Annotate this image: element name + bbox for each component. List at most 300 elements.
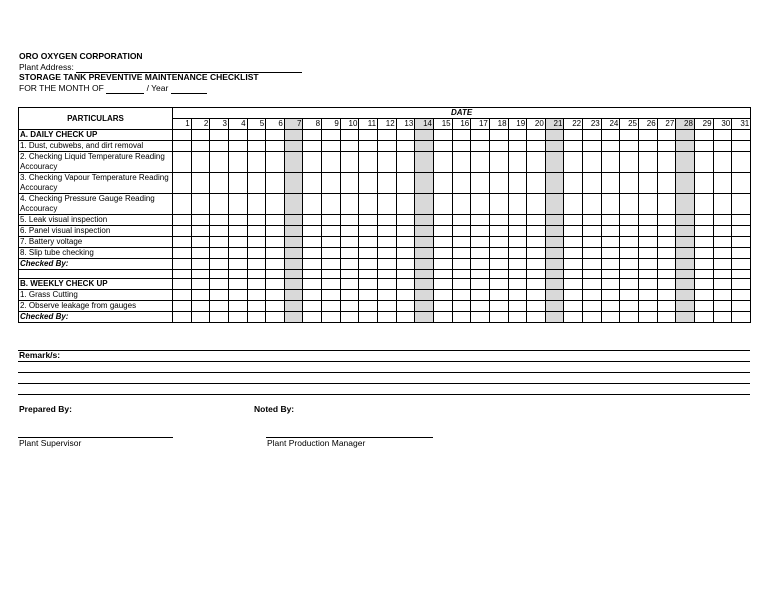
check-cell[interactable] xyxy=(564,141,583,152)
check-cell[interactable] xyxy=(266,226,285,237)
check-cell[interactable] xyxy=(266,259,285,270)
check-cell[interactable] xyxy=(247,259,266,270)
check-cell[interactable] xyxy=(322,141,341,152)
check-cell[interactable] xyxy=(545,173,564,194)
check-cell[interactable] xyxy=(676,259,695,270)
check-cell[interactable] xyxy=(228,152,247,173)
check-cell[interactable] xyxy=(508,237,527,248)
check-cell[interactable] xyxy=(210,290,229,301)
check-cell[interactable] xyxy=(564,312,583,323)
check-cell[interactable] xyxy=(210,226,229,237)
check-cell[interactable] xyxy=(303,301,322,312)
check-cell[interactable] xyxy=(545,152,564,173)
check-cell[interactable] xyxy=(620,290,639,301)
check-cell[interactable] xyxy=(433,141,452,152)
check-cell[interactable] xyxy=(266,312,285,323)
check-cell[interactable] xyxy=(415,290,434,301)
check-cell[interactable] xyxy=(210,173,229,194)
check-cell[interactable] xyxy=(601,237,620,248)
check-cell[interactable] xyxy=(173,152,192,173)
check-cell[interactable] xyxy=(266,248,285,259)
check-cell[interactable] xyxy=(639,290,658,301)
check-cell[interactable] xyxy=(489,312,508,323)
check-cell[interactable] xyxy=(713,194,732,215)
check-cell[interactable] xyxy=(564,301,583,312)
check-cell[interactable] xyxy=(583,215,602,226)
check-cell[interactable] xyxy=(508,173,527,194)
check-cell[interactable] xyxy=(191,141,210,152)
check-cell[interactable] xyxy=(732,301,751,312)
check-cell[interactable] xyxy=(564,173,583,194)
check-cell[interactable] xyxy=(322,248,341,259)
check-cell[interactable] xyxy=(228,215,247,226)
check-cell[interactable] xyxy=(228,259,247,270)
check-cell[interactable] xyxy=(433,152,452,173)
check-cell[interactable] xyxy=(340,237,359,248)
check-cell[interactable] xyxy=(508,226,527,237)
check-cell[interactable] xyxy=(191,194,210,215)
check-cell[interactable] xyxy=(527,237,546,248)
check-cell[interactable] xyxy=(620,226,639,237)
check-cell[interactable] xyxy=(396,152,415,173)
check-cell[interactable] xyxy=(433,248,452,259)
check-cell[interactable] xyxy=(657,312,676,323)
check-cell[interactable] xyxy=(415,259,434,270)
check-cell[interactable] xyxy=(415,194,434,215)
check-cell[interactable] xyxy=(732,226,751,237)
check-cell[interactable] xyxy=(639,259,658,270)
check-cell[interactable] xyxy=(489,248,508,259)
check-cell[interactable] xyxy=(284,290,303,301)
year-blank[interactable] xyxy=(171,84,207,94)
check-cell[interactable] xyxy=(210,141,229,152)
check-cell[interactable] xyxy=(713,141,732,152)
check-cell[interactable] xyxy=(396,173,415,194)
check-cell[interactable] xyxy=(657,290,676,301)
check-cell[interactable] xyxy=(210,301,229,312)
check-cell[interactable] xyxy=(191,226,210,237)
check-cell[interactable] xyxy=(676,312,695,323)
check-cell[interactable] xyxy=(284,248,303,259)
check-cell[interactable] xyxy=(303,290,322,301)
check-cell[interactable] xyxy=(508,215,527,226)
check-cell[interactable] xyxy=(508,141,527,152)
check-cell[interactable] xyxy=(601,290,620,301)
check-cell[interactable] xyxy=(527,194,546,215)
check-cell[interactable] xyxy=(303,152,322,173)
check-cell[interactable] xyxy=(191,259,210,270)
check-cell[interactable] xyxy=(173,312,192,323)
check-cell[interactable] xyxy=(601,226,620,237)
check-cell[interactable] xyxy=(210,259,229,270)
check-cell[interactable] xyxy=(433,312,452,323)
check-cell[interactable] xyxy=(713,259,732,270)
check-cell[interactable] xyxy=(210,237,229,248)
check-cell[interactable] xyxy=(583,237,602,248)
check-cell[interactable] xyxy=(732,173,751,194)
check-cell[interactable] xyxy=(639,215,658,226)
check-cell[interactable] xyxy=(378,152,397,173)
check-cell[interactable] xyxy=(340,248,359,259)
check-cell[interactable] xyxy=(228,226,247,237)
check-cell[interactable] xyxy=(489,215,508,226)
check-cell[interactable] xyxy=(583,312,602,323)
check-cell[interactable] xyxy=(433,237,452,248)
check-cell[interactable] xyxy=(527,173,546,194)
check-cell[interactable] xyxy=(415,226,434,237)
check-cell[interactable] xyxy=(173,301,192,312)
check-cell[interactable] xyxy=(676,248,695,259)
check-cell[interactable] xyxy=(545,141,564,152)
check-cell[interactable] xyxy=(415,173,434,194)
check-cell[interactable] xyxy=(601,152,620,173)
check-cell[interactable] xyxy=(694,290,713,301)
check-cell[interactable] xyxy=(676,194,695,215)
check-cell[interactable] xyxy=(489,259,508,270)
check-cell[interactable] xyxy=(471,173,490,194)
check-cell[interactable] xyxy=(322,290,341,301)
check-cell[interactable] xyxy=(378,290,397,301)
check-cell[interactable] xyxy=(471,290,490,301)
check-cell[interactable] xyxy=(210,312,229,323)
check-cell[interactable] xyxy=(620,152,639,173)
check-cell[interactable] xyxy=(732,312,751,323)
check-cell[interactable] xyxy=(713,301,732,312)
check-cell[interactable] xyxy=(732,290,751,301)
check-cell[interactable] xyxy=(601,259,620,270)
check-cell[interactable] xyxy=(601,301,620,312)
check-cell[interactable] xyxy=(527,141,546,152)
check-cell[interactable] xyxy=(340,226,359,237)
check-cell[interactable] xyxy=(620,259,639,270)
check-cell[interactable] xyxy=(303,312,322,323)
check-cell[interactable] xyxy=(639,194,658,215)
check-cell[interactable] xyxy=(452,248,471,259)
check-cell[interactable] xyxy=(191,215,210,226)
check-cell[interactable] xyxy=(433,215,452,226)
check-cell[interactable] xyxy=(378,173,397,194)
check-cell[interactable] xyxy=(489,237,508,248)
check-cell[interactable] xyxy=(322,173,341,194)
check-cell[interactable] xyxy=(266,141,285,152)
check-cell[interactable] xyxy=(676,237,695,248)
check-cell[interactable] xyxy=(396,215,415,226)
check-cell[interactable] xyxy=(191,248,210,259)
check-cell[interactable] xyxy=(620,141,639,152)
check-cell[interactable] xyxy=(583,152,602,173)
check-cell[interactable] xyxy=(228,248,247,259)
check-cell[interactable] xyxy=(676,152,695,173)
check-cell[interactable] xyxy=(676,301,695,312)
check-cell[interactable] xyxy=(471,301,490,312)
check-cell[interactable] xyxy=(247,194,266,215)
check-cell[interactable] xyxy=(639,152,658,173)
check-cell[interactable] xyxy=(322,312,341,323)
check-cell[interactable] xyxy=(266,194,285,215)
check-cell[interactable] xyxy=(303,259,322,270)
check-cell[interactable] xyxy=(732,237,751,248)
check-cell[interactable] xyxy=(676,226,695,237)
remarks-line[interactable] xyxy=(18,394,750,395)
check-cell[interactable] xyxy=(694,237,713,248)
check-cell[interactable] xyxy=(340,301,359,312)
check-cell[interactable] xyxy=(396,312,415,323)
check-cell[interactable] xyxy=(657,173,676,194)
check-cell[interactable] xyxy=(303,237,322,248)
check-cell[interactable] xyxy=(303,141,322,152)
check-cell[interactable] xyxy=(228,194,247,215)
check-cell[interactable] xyxy=(228,173,247,194)
check-cell[interactable] xyxy=(732,215,751,226)
check-cell[interactable] xyxy=(527,312,546,323)
check-cell[interactable] xyxy=(713,173,732,194)
check-cell[interactable] xyxy=(340,194,359,215)
check-cell[interactable] xyxy=(583,194,602,215)
check-cell[interactable] xyxy=(694,301,713,312)
check-cell[interactable] xyxy=(433,259,452,270)
check-cell[interactable] xyxy=(489,301,508,312)
check-cell[interactable] xyxy=(378,237,397,248)
check-cell[interactable] xyxy=(694,141,713,152)
check-cell[interactable] xyxy=(173,215,192,226)
check-cell[interactable] xyxy=(583,226,602,237)
check-cell[interactable] xyxy=(564,226,583,237)
check-cell[interactable] xyxy=(620,248,639,259)
check-cell[interactable] xyxy=(210,215,229,226)
check-cell[interactable] xyxy=(694,259,713,270)
check-cell[interactable] xyxy=(713,248,732,259)
check-cell[interactable] xyxy=(303,215,322,226)
check-cell[interactable] xyxy=(378,226,397,237)
remarks-line[interactable] xyxy=(18,372,750,373)
check-cell[interactable] xyxy=(322,259,341,270)
check-cell[interactable] xyxy=(173,259,192,270)
check-cell[interactable] xyxy=(489,290,508,301)
check-cell[interactable] xyxy=(322,152,341,173)
check-cell[interactable] xyxy=(247,248,266,259)
check-cell[interactable] xyxy=(266,237,285,248)
check-cell[interactable] xyxy=(359,152,378,173)
month-blank[interactable] xyxy=(106,84,144,94)
check-cell[interactable] xyxy=(228,237,247,248)
check-cell[interactable] xyxy=(657,152,676,173)
check-cell[interactable] xyxy=(210,152,229,173)
check-cell[interactable] xyxy=(583,301,602,312)
check-cell[interactable] xyxy=(713,237,732,248)
check-cell[interactable] xyxy=(284,152,303,173)
check-cell[interactable] xyxy=(639,301,658,312)
check-cell[interactable] xyxy=(508,152,527,173)
check-cell[interactable] xyxy=(452,152,471,173)
check-cell[interactable] xyxy=(247,301,266,312)
check-cell[interactable] xyxy=(340,259,359,270)
check-cell[interactable] xyxy=(433,173,452,194)
check-cell[interactable] xyxy=(564,215,583,226)
check-cell[interactable] xyxy=(694,173,713,194)
check-cell[interactable] xyxy=(322,237,341,248)
check-cell[interactable] xyxy=(452,141,471,152)
check-cell[interactable] xyxy=(564,237,583,248)
check-cell[interactable] xyxy=(266,301,285,312)
check-cell[interactable] xyxy=(415,215,434,226)
check-cell[interactable] xyxy=(359,215,378,226)
check-cell[interactable] xyxy=(694,248,713,259)
check-cell[interactable] xyxy=(173,226,192,237)
check-cell[interactable] xyxy=(694,152,713,173)
check-cell[interactable] xyxy=(657,259,676,270)
check-cell[interactable] xyxy=(452,290,471,301)
remarks-line[interactable] xyxy=(18,383,750,384)
check-cell[interactable] xyxy=(508,301,527,312)
check-cell[interactable] xyxy=(471,141,490,152)
check-cell[interactable] xyxy=(732,141,751,152)
check-cell[interactable] xyxy=(583,290,602,301)
check-cell[interactable] xyxy=(620,215,639,226)
check-cell[interactable] xyxy=(191,173,210,194)
check-cell[interactable] xyxy=(378,215,397,226)
check-cell[interactable] xyxy=(266,173,285,194)
check-cell[interactable] xyxy=(639,226,658,237)
check-cell[interactable] xyxy=(173,173,192,194)
check-cell[interactable] xyxy=(601,215,620,226)
check-cell[interactable] xyxy=(583,141,602,152)
check-cell[interactable] xyxy=(396,290,415,301)
check-cell[interactable] xyxy=(266,215,285,226)
check-cell[interactable] xyxy=(657,226,676,237)
check-cell[interactable] xyxy=(508,312,527,323)
check-cell[interactable] xyxy=(657,215,676,226)
check-cell[interactable] xyxy=(489,152,508,173)
check-cell[interactable] xyxy=(340,290,359,301)
check-cell[interactable] xyxy=(564,248,583,259)
remarks-line[interactable] xyxy=(18,361,750,362)
check-cell[interactable] xyxy=(620,312,639,323)
check-cell[interactable] xyxy=(284,259,303,270)
check-cell[interactable] xyxy=(620,301,639,312)
check-cell[interactable] xyxy=(732,248,751,259)
check-cell[interactable] xyxy=(284,141,303,152)
check-cell[interactable] xyxy=(657,141,676,152)
check-cell[interactable] xyxy=(583,259,602,270)
check-cell[interactable] xyxy=(564,259,583,270)
check-cell[interactable] xyxy=(471,152,490,173)
check-cell[interactable] xyxy=(601,141,620,152)
check-cell[interactable] xyxy=(732,259,751,270)
check-cell[interactable] xyxy=(303,226,322,237)
check-cell[interactable] xyxy=(322,194,341,215)
check-cell[interactable] xyxy=(359,141,378,152)
check-cell[interactable] xyxy=(694,215,713,226)
check-cell[interactable] xyxy=(694,226,713,237)
check-cell[interactable] xyxy=(545,290,564,301)
check-cell[interactable] xyxy=(676,290,695,301)
check-cell[interactable] xyxy=(284,226,303,237)
check-cell[interactable] xyxy=(527,301,546,312)
check-cell[interactable] xyxy=(173,248,192,259)
check-cell[interactable] xyxy=(247,312,266,323)
check-cell[interactable] xyxy=(415,248,434,259)
check-cell[interactable] xyxy=(545,312,564,323)
check-cell[interactable] xyxy=(433,226,452,237)
check-cell[interactable] xyxy=(284,301,303,312)
check-cell[interactable] xyxy=(247,173,266,194)
check-cell[interactable] xyxy=(545,194,564,215)
check-cell[interactable] xyxy=(359,312,378,323)
check-cell[interactable] xyxy=(173,237,192,248)
check-cell[interactable] xyxy=(545,259,564,270)
check-cell[interactable] xyxy=(359,237,378,248)
check-cell[interactable] xyxy=(527,259,546,270)
check-cell[interactable] xyxy=(359,290,378,301)
check-cell[interactable] xyxy=(322,301,341,312)
check-cell[interactable] xyxy=(601,194,620,215)
check-cell[interactable] xyxy=(247,226,266,237)
check-cell[interactable] xyxy=(545,301,564,312)
check-cell[interactable] xyxy=(471,226,490,237)
check-cell[interactable] xyxy=(340,173,359,194)
check-cell[interactable] xyxy=(284,194,303,215)
check-cell[interactable] xyxy=(378,259,397,270)
check-cell[interactable] xyxy=(676,141,695,152)
check-cell[interactable] xyxy=(564,290,583,301)
check-cell[interactable] xyxy=(359,301,378,312)
check-cell[interactable] xyxy=(545,215,564,226)
check-cell[interactable] xyxy=(639,141,658,152)
check-cell[interactable] xyxy=(191,301,210,312)
check-cell[interactable] xyxy=(545,226,564,237)
check-cell[interactable] xyxy=(583,248,602,259)
check-cell[interactable] xyxy=(713,290,732,301)
check-cell[interactable] xyxy=(396,194,415,215)
check-cell[interactable] xyxy=(396,248,415,259)
check-cell[interactable] xyxy=(378,301,397,312)
check-cell[interactable] xyxy=(228,312,247,323)
check-cell[interactable] xyxy=(639,248,658,259)
check-cell[interactable] xyxy=(452,215,471,226)
check-cell[interactable] xyxy=(340,215,359,226)
check-cell[interactable] xyxy=(415,237,434,248)
check-cell[interactable] xyxy=(415,301,434,312)
check-cell[interactable] xyxy=(639,312,658,323)
check-cell[interactable] xyxy=(639,237,658,248)
check-cell[interactable] xyxy=(452,301,471,312)
check-cell[interactable] xyxy=(471,259,490,270)
check-cell[interactable] xyxy=(564,152,583,173)
check-cell[interactable] xyxy=(713,215,732,226)
check-cell[interactable] xyxy=(359,226,378,237)
check-cell[interactable] xyxy=(210,248,229,259)
check-cell[interactable] xyxy=(378,312,397,323)
check-cell[interactable] xyxy=(247,237,266,248)
check-cell[interactable] xyxy=(340,141,359,152)
check-cell[interactable] xyxy=(433,301,452,312)
check-cell[interactable] xyxy=(713,226,732,237)
check-cell[interactable] xyxy=(378,141,397,152)
check-cell[interactable] xyxy=(191,312,210,323)
check-cell[interactable] xyxy=(378,194,397,215)
check-cell[interactable] xyxy=(694,194,713,215)
check-cell[interactable] xyxy=(657,194,676,215)
check-cell[interactable] xyxy=(210,194,229,215)
check-cell[interactable] xyxy=(191,237,210,248)
check-cell[interactable] xyxy=(489,141,508,152)
check-cell[interactable] xyxy=(452,226,471,237)
check-cell[interactable] xyxy=(620,237,639,248)
check-cell[interactable] xyxy=(284,173,303,194)
check-cell[interactable] xyxy=(415,152,434,173)
check-cell[interactable] xyxy=(452,259,471,270)
check-cell[interactable] xyxy=(676,215,695,226)
